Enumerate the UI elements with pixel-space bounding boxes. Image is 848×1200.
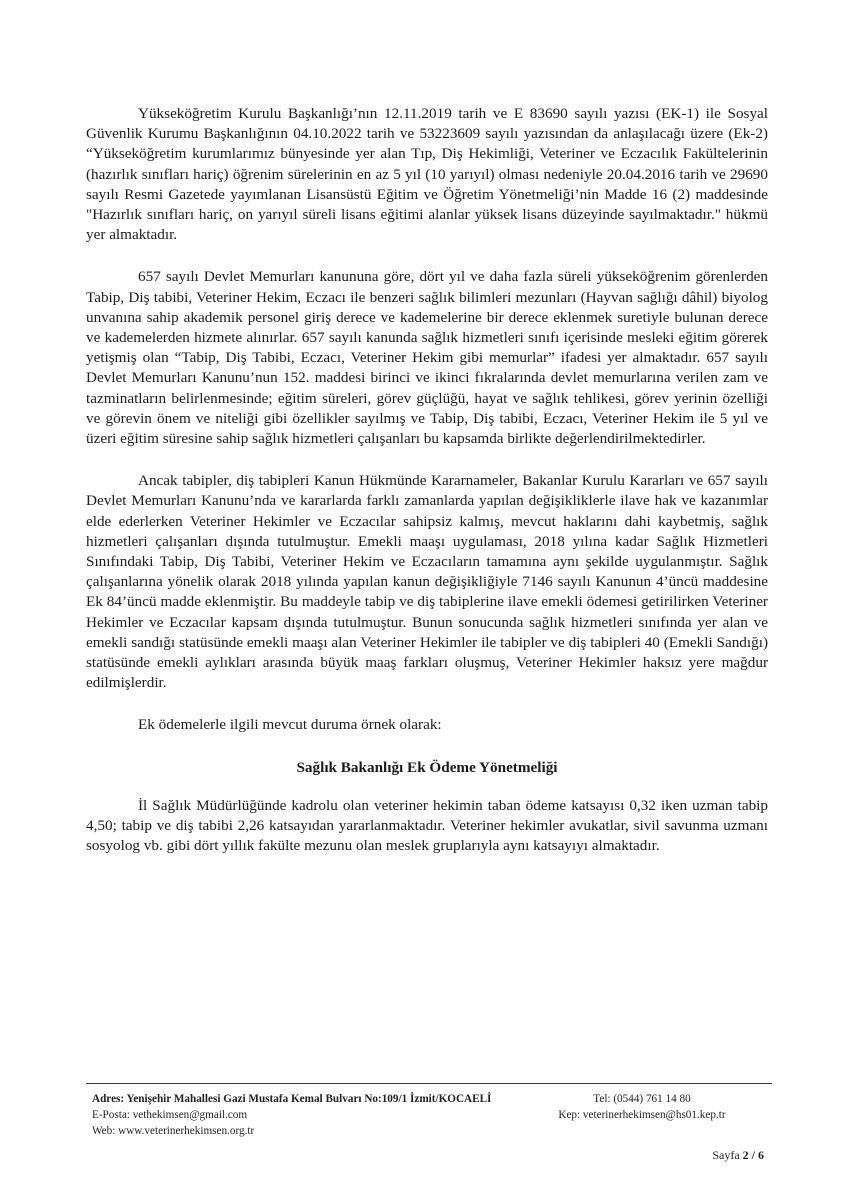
paragraph-657-law: 657 sayılı Devlet Memurları kanununa göre, dört yıl ve daha fazla süreli yükseköğrenim görenlerden Tabip, Diş tabibi, Veteriner Hekim, Eczacı ile benzeri sağlık bilimleri mezunları (Hayvan sağlığı dâhil) biyolog unvanına sahip akademik personel giriş derece ve kademelerine bir derece eklenmek suretiyle bulunan derece ve kademelerden hizmete alınırlar. 657 sayılı kanunda sağlık hizmetleri sınıfı içerisinde mesleki eğitim görerek yetişmiş olan “Tabip, Diş Tabibi, Eczacı, Veteriner Hekim gibi memurlar” ifadesi yer almaktadır. 657 sayılı Devlet Memurları Kanunu’nun 152. maddesi birinci ve ikinci fıkralarında devlet memurlarına verilen zam ve tazminatların belirlenmesinde; eğitim süreleri, görev güçlüğü, hayat ve sağlık tehlikesi, görev yerinin özelliği ve görevin önem ve niteliği gibi özellikler sayılmış ve Tabip, Diş tabibi, Eczacı, Veteriner Hekim ile 5 yıl ve üzeri eğitim süresine sahip sağlık hizmetleri çalışanları bu kapsamda birlikte değerlendirilmektedirler. <box>86 268 768 448</box>
document-body <box>86 104 768 878</box>
section-heading: Sağlık Bakanlığı Ek Ödeme Yönetmeliği <box>296 758 558 776</box>
page-number <box>712 1147 764 1163</box>
footer-contact-left <box>92 1091 552 1139</box>
footer-web: Web: www.veterinerhekimsen.org.tr <box>92 1125 255 1137</box>
footer-email: E-Posta: vethekimsen@gmail.com <box>92 1109 248 1121</box>
page-label: Sayfa <box>712 1148 743 1162</box>
footer-kep: Kep: veterinerhekimsen@hs01.kep.tr <box>558 1109 726 1121</box>
footer-address: Adres: Yenişehir Mahallesi Gazi Mustafa Kemal Bulvarı No:109/1 İzmit/KOCAELİ <box>92 1093 492 1105</box>
paragraph-yok-letter: Yükseköğretim Kurulu Başkanlığı’nın 12.11.2019 tarih ve E 83690 sayılı yazısı (EK-1) ile Sosyal Güvenlik Kurumu Başkanlığının 04.10.2022 tarih ve 53223609 sayılı yazısından da anlaşılacağı üzere (Ek-2) “Yükseköğretim kurumlarımız bünyesinde yer alan Tıp, Diş Hekimliği, Veteriner ve Eczacılık Fakültelerinin (hazırlık sınıfları hariç) öğrenim sürelerinin en az 5 yıl (10 yarıyıl) olması nedeniyle 20.04.2016 tarih ve 29690 sayılı Resmi Gazetede yayımlanan Lisansüstü Eğitim ve Öğretim Yönetmeliği’nin Madde 16 (2) maddesinde "Hazırlık sınıfları hariç, on yarıyıl süreli lisans eğitimi alanlar yüksek lisans düzeyinde sayılmaktadır." hükmü yer almaktadır. <box>86 105 768 244</box>
footer-contact-right <box>522 1091 762 1123</box>
footer-phone: Tel: (0544) 761 14 80 <box>593 1093 691 1105</box>
paragraph-coefficients: İl Sağlık Müdürlüğünde kadrolu olan veteriner hekimin taban ödeme katsayısı 0,32 iken uzman tabip 4,50; tabip ve diş tabibi 2,26 katsayıdan yararlanmaktadır. Veteriner hekimler avukatlar, sivil savunma uzmanı sosyolog vb. gibi dört yıllık fakülte mezunu olan meslek gruplarıyla aynı katsayıyı almaktadır. <box>86 796 768 855</box>
paragraph-example-intro: Ek ödemelerle ilgili mevcut duruma örnek olarak: <box>138 716 442 734</box>
page-footer <box>92 1091 772 1181</box>
footer-divider <box>86 1083 772 1084</box>
paragraph-pension-differences: Ancak tabipler, diş tabipleri Kanun Hükmünde Kararnameler, Bakanlar Kurulu Kararları ve 657 sayılı Devlet Memurları Kanunu’nda ve kararlarda farklı zamanlarda yapılan değişikliklerle ilave hak ve kazanımlar elde ederlerken Veteriner Hekimler ve Eczacılar sahipsiz kalmış, mevcut haklarını dahi kaybetmiş, sağlık hizmetleri çalışanları dışında tutulmuştur. Emekli maaşı uygulaması, 2018 yılına kadar Sağlık Hizmetleri Sınıfındaki Tabip, Diş Tabibi, Veteriner Hekim ve Eczacıların tamamına aynı şekilde uygulanmıştır. Sağlık çalışanlarına yönelik olarak 2018 yılında yapılan kanun değişikliğiyle 7146 sayılı Kanunun 4’üncü maddesine Ek 84’üncü madde eklenmiştir. Bu maddeyle tabip ve diş tabiplerine ilave emekli ödemesi getirilirken Veteriner Hekimler ve Eczacılar kapsam dışında tutulmuştur. Bunun sonucunda sağlık hizmetleri sınıfında yer alan ve emekli sandığı statüsünde emekli maaşı alan Veteriner Hekimler ile tabipler ve diş tabipleri 40 (Emekli Sandığı) statüsünde emekli aylıkları arasında büyük maaş farkları oluşmuş, Veteriner Hekimler haksız yere mağdur edilmişlerdir. <box>86 472 768 692</box>
page-number-value: 2 / 6 <box>742 1148 764 1162</box>
